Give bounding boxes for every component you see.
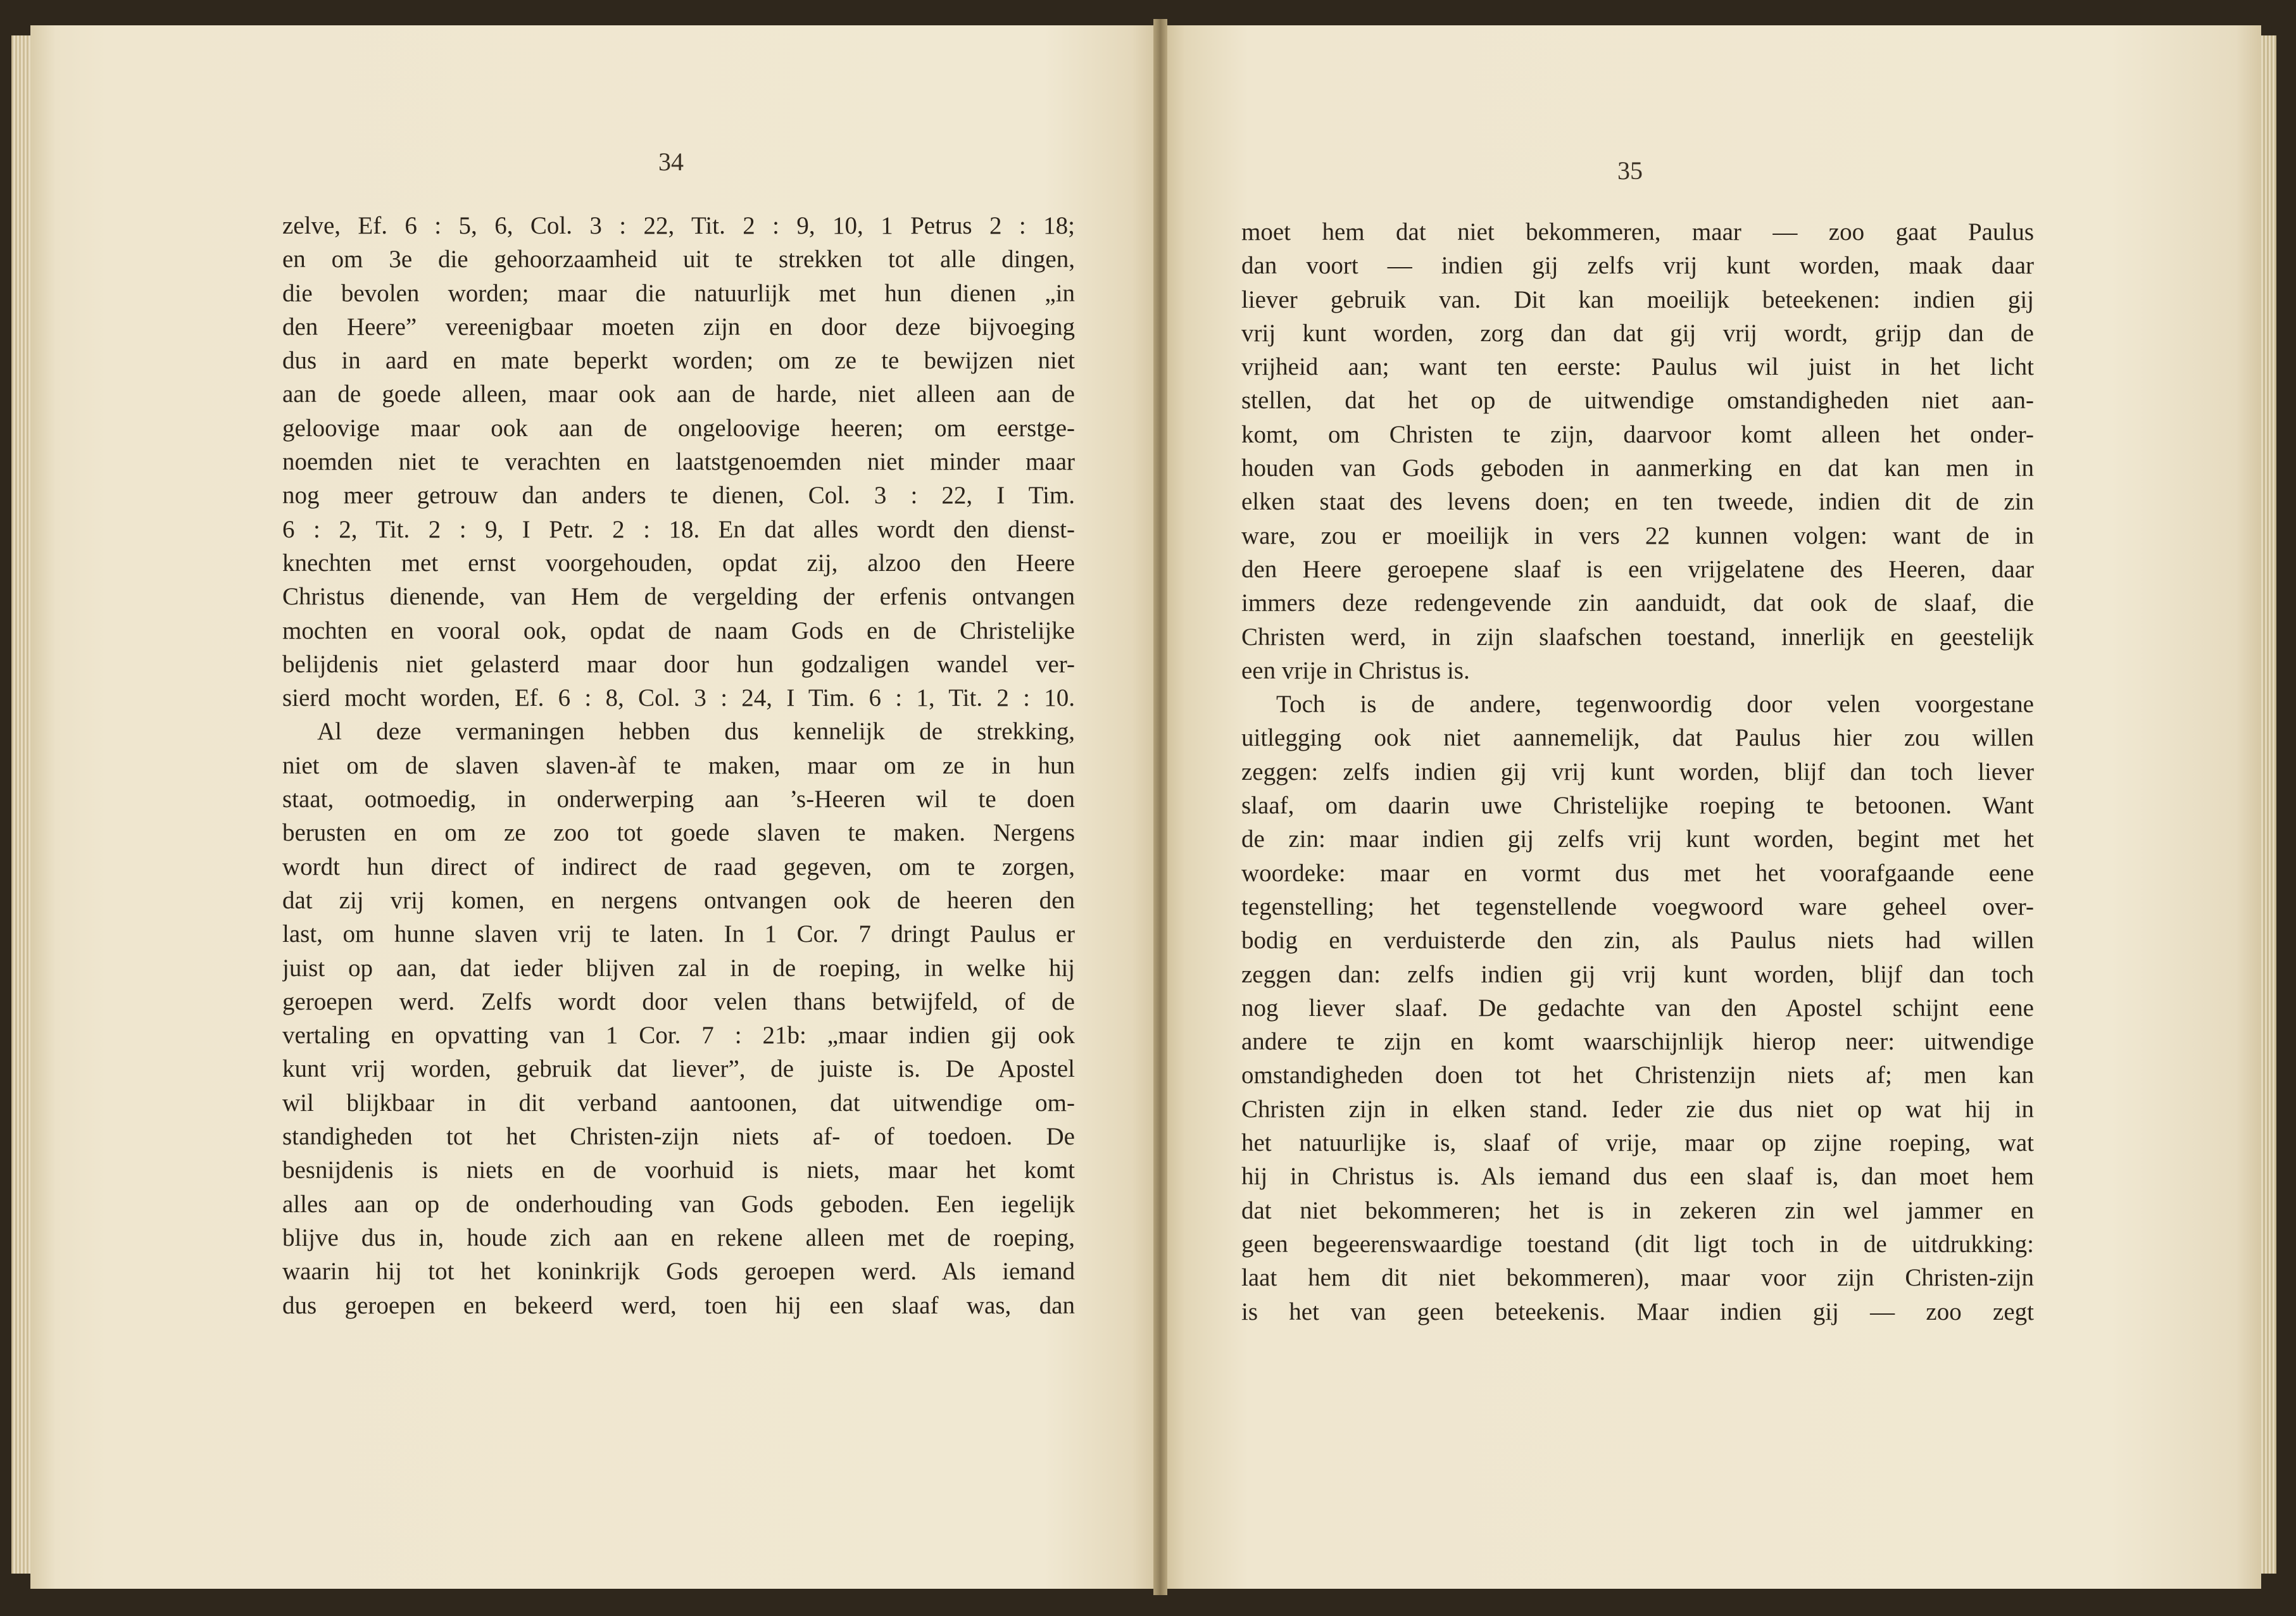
text-line: mochten en vooral ook, opdat de naam Gods en de Christelijke [282, 617, 1075, 644]
text-line: laat hem dit niet bekommeren), maar voor zijn Christen-zijn [1241, 1264, 2034, 1292]
text-line: waarin hij tot het koninkrijk Gods geroepen werd. Als iemand [282, 1258, 1075, 1286]
text-line: het natuurlijke is, slaaf of vrije, maar op zijne roeping, wat [1241, 1129, 2034, 1157]
text-line: immers deze redengevende zin aanduidt, dat ook de slaaf, die [1241, 589, 2034, 617]
text-line: geroepen werd. Zelfs wordt door velen thans betwijfeld, of de [282, 987, 1075, 1015]
text-line: ware, zou er moeilijk in vers 22 kunnen volgen: want de in [1241, 522, 2034, 549]
text-line: wil blijkbaar in dit verband aantoonen, dat uitwendige om- [282, 1089, 1075, 1117]
text-line: sierd mocht worden, Ef. 6 : 8, Col. 3 : 24, I Tim. 6 : 1, Tit. 2 : 10. [282, 684, 1075, 712]
text-line: vertaling en opvatting van 1 Cor. 7 : 21b: „maar indien gij ook [282, 1022, 1075, 1049]
text-line: Christen werd, in zijn slaafschen toestand, innerlijk en geestelijk [1241, 623, 2034, 651]
text-line: zelve, Ef. 6 : 5, 6, Col. 3 : 22, Tit. 2 : 9, 10, 1 Petrus 2 : 18; [282, 212, 1075, 239]
text-line: een vrije in Christus is. [1241, 656, 1470, 684]
text-line: Al deze vermaningen hebben dus kennelijk de strekking, [317, 718, 1075, 746]
text-line: knechten met ernst voorgehouden, opdat zij, alzoo den Heere [282, 549, 1075, 577]
text-line: niet om de slaven slaven-àf te maken, maar om ze in hun [282, 751, 1075, 779]
text-line: Christen zijn in elken stand. Ieder zie dus niet op wat hij in [1241, 1095, 2034, 1123]
text-line: nog meer getrouw dan anders te dienen, Col. 3 : 22, I Tim. [282, 482, 1075, 510]
text-line: geloovige maar ook aan de ongeloovige heeren; om eerstge- [282, 414, 1075, 442]
text-line: elken staat des levens doen; en ten tweede, indien dit de zin [1241, 488, 2034, 516]
text-line: geen begeerenswaardige toestand (dit ligt toch in de uitdrukking: [1241, 1230, 2034, 1258]
text-line: is het van geen beteekenis. Maar indien gij — zoo zegt [1241, 1298, 2034, 1325]
text-line: den Heere geroepene slaaf is een vrijgelatene des Heeren, daar [1241, 555, 2034, 583]
text-line: standigheden tot het Christen-zijn niets af- of toedoen. De [282, 1123, 1075, 1151]
text-line: wordt hun direct of indirect de raad gegeven, om te zorgen, [282, 853, 1075, 880]
text-line: dan voort — indien gij zelfs vrij kunt worden, maak daar [1241, 252, 2034, 280]
text-line: woordeke: maar en vormt dus met het voorafgaande eene [1241, 859, 2034, 887]
text-line: bodig en verduisterde den zin, als Paulus niets had willen [1241, 927, 2034, 955]
text-line: andere te zijn en komt waarschijnlijk hierop neer: uitwendige [1241, 1028, 2034, 1056]
text-line: stellen, dat het op de uitwendige omstandigheden niet aan- [1241, 387, 2034, 415]
text-line: die bevolen worden; maar die natuurlijk met hun dienen „in [282, 279, 1075, 307]
text-line: dus in aard en mate beperkt worden; om ze te bewijzen niet [282, 347, 1075, 375]
text-line: dat zij vrij komen, en nergens ontvangen ook de heeren den [282, 886, 1075, 914]
left-page-number: 34 [658, 147, 684, 176]
text-line: hij in Christus is. Als iemand dus een slaaf is, dan moet hem [1241, 1163, 2034, 1191]
text-line: zeggen dan: zelfs indien gij vrij kunt worden, blijf dan toch [1241, 960, 2034, 988]
text-line: vrij kunt worden, zorg dan dat gij vrij wordt, grijp dan de [1241, 319, 2034, 347]
text-line: 6 : 2, Tit. 2 : 9, I Petr. 2 : 18. En dat alles wordt den dienst- [282, 515, 1075, 543]
text-line: moet hem dat niet bekommeren, maar — zoo gaat Paulus [1241, 218, 2034, 246]
right-page-text [1241, 215, 2034, 1329]
text-line: dus geroepen en bekeerd werd, toen hij een slaaf was, dan [282, 1291, 1075, 1319]
text-line: nog liever slaaf. De gedachte van den Apostel schijnt eene [1241, 994, 2034, 1022]
text-line: blijve dus in, houde zich aan en rekene alleen met de roeping, [282, 1224, 1075, 1251]
text-line: de zin: maar indien gij zelfs vrij kunt worden, begint met het [1241, 825, 2034, 853]
text-line: staat, ootmoedig, in onderwerping aan ’s-Heeren wil te doen [282, 786, 1075, 813]
text-line: dat niet bekommeren; het is in zekeren zin wel jammer en [1241, 1196, 2034, 1224]
text-line: vrijheid aan; want ten eerste: Paulus wil juist in het licht [1241, 353, 2034, 381]
text-line: den Heere” vereenigbaar moeten zijn en door deze bijvoeging [282, 313, 1075, 341]
text-line: alles aan op de onderhouding van Gods geboden. Een iegelijk [282, 1190, 1075, 1218]
right-page-number: 35 [1617, 156, 1643, 185]
text-line: juist op aan, dat ieder blijven zal in de roeping, in welke hij [282, 954, 1075, 982]
text-line: belijdenis niet gelasterd maar door hun godzaligen wandel ver- [282, 650, 1075, 678]
book-gutter [1153, 19, 1167, 1595]
text-line: houden van Gods geboden in aanmerking en dat kan men in [1241, 454, 2034, 482]
text-line: Christus dienende, van Hem de vergelding der erfenis ontvangen [282, 583, 1075, 611]
text-line: noemden niet te verachten en laatstgenoemden niet minder maar [282, 448, 1075, 476]
text-line: liever gebruik van. Dit kan moeilijk beteekenen: indien gij [1241, 285, 2034, 313]
text-line: kunt vrij worden, gebruik dat liever”, de juiste is. De Apostel [282, 1055, 1075, 1083]
text-line: komt, om Christen te zijn, daarvoor komt alleen het onder- [1241, 420, 2034, 448]
text-line: besnijdenis is niets en de voorhuid is niets, maar het komt [282, 1156, 1075, 1184]
text-line: en om 3e die gehoorzaamheid uit te strekken tot alle dingen, [282, 246, 1075, 273]
text-line: tegenstelling; het tegenstellende voegwoord ware geheel over- [1241, 893, 2034, 920]
text-line: uitlegging ook niet aannemelijk, dat Paulus hier zou willen [1241, 724, 2034, 752]
text-line: aan de goede alleen, maar ook aan de harde, niet alleen aan de [282, 380, 1075, 408]
text-line: berusten en om ze zoo tot goede slaven te maken. Nergens [282, 819, 1075, 847]
text-line: omstandigheden doen tot het Christenzijn niets af; men kan [1241, 1062, 2034, 1089]
left-page-text [282, 209, 1075, 1322]
text-line: Toch is de andere, tegenwoordig door velen voorgestane [1276, 691, 2034, 718]
text-line: last, om hunne slaven vrij te laten. In 1 Cor. 7 dringt Paulus er [282, 920, 1075, 948]
text-line: slaaf, om daarin uwe Christelijke roeping te betoonen. Want [1241, 792, 2034, 820]
text-line: zeggen: zelfs indien gij vrij kunt worden, blijf dan toch liever [1241, 758, 2034, 786]
